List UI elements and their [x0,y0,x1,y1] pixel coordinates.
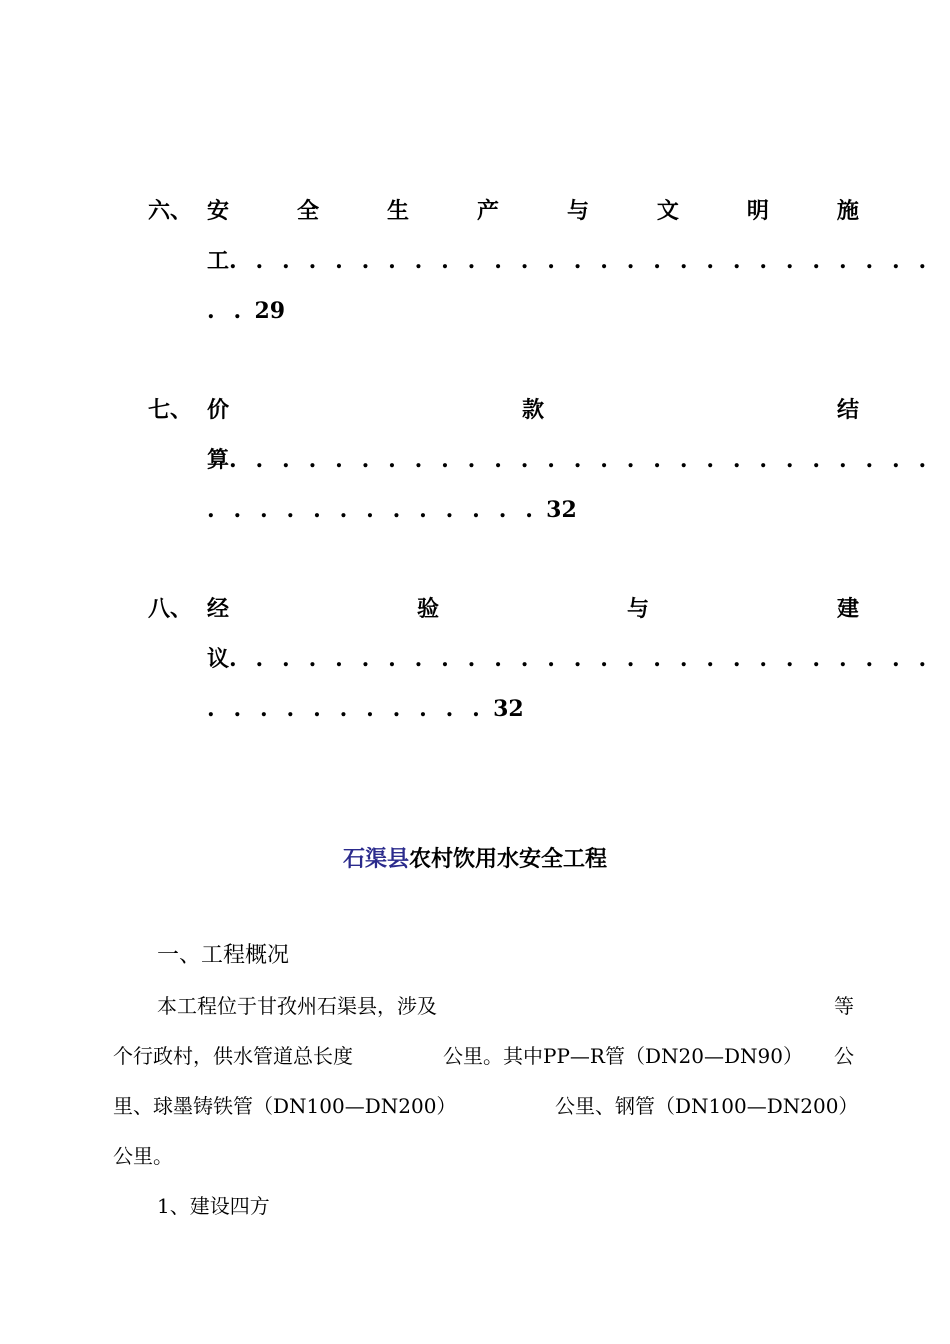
toc-title-char: 验 [416,596,439,622]
heading-text: 农村饮用水安全工程 [409,847,608,872]
paragraph-line: 个行政村，供水管道总长度 [113,1044,353,1068]
paragraph-line: 公 [834,1044,854,1068]
paragraph-line: 公里。其中PP—R管（DN20—DN90） [443,1044,803,1068]
toc-dot-leader: . . [207,298,247,324]
toc-dot-leader: . . . . . . . . . . . . . [207,497,539,523]
toc-page-number: 32 [546,497,577,523]
toc-title-char: 议 [207,646,230,672]
toc-title [207,196,859,226]
paragraph-line: 公里。 [113,1144,173,1168]
toc-dot-leader: . . . . . . . . . . . . . . . . . . . . . . . . . . . [229,447,932,473]
heading-highlight: 石渠县 [342,847,409,872]
toc-title-char: 明 [746,198,769,224]
toc-dot-leader: . . . . . . . . . . . [207,696,486,722]
toc-number: 六、 [148,198,193,224]
toc-number: 七、 [148,397,193,423]
toc-leader-line [207,445,932,475]
toc-title-char: 款 [521,397,544,423]
paragraph-line: 本工程位于甘孜州石渠县，涉及 [157,994,437,1018]
toc-title-char: 经 [207,596,230,622]
paragraph-line: 等 [834,994,854,1018]
section-title: 一、工程概况 [157,943,290,968]
toc-leader-line [207,296,285,326]
toc-title-char: 安 [207,198,230,224]
toc-title-char: 价 [207,397,230,423]
document-heading [0,842,950,873]
toc-title-char: 产 [476,198,499,224]
toc-title-char: 生 [386,198,409,224]
toc-dot-leader: . . . . . . . . . . . . . . . . . . . . . . . . . . . [229,248,932,274]
toc-dot-leader: . . . . . . . . . . . . . . . . . . . . . . . . . . . [229,646,932,672]
subsection-title: 1、建设四方 [157,1194,270,1218]
paragraph-line: 里、球墨铸铁管（DN100—DN200） [113,1094,457,1118]
toc-title-char: 与 [566,198,589,224]
toc-page-number: 29 [254,298,286,324]
toc-leader-line [207,644,932,674]
toc-title [207,395,859,425]
paragraph-line: 公里、钢管（DN100—DN200） [555,1094,859,1118]
toc-title-char: 算 [207,447,230,473]
toc-page-number: 32 [493,696,524,722]
toc-title-char: 文 [656,198,679,224]
toc-title-char: 工 [207,248,230,274]
toc-title-char: 建 [836,596,859,622]
toc-title-char: 全 [296,198,319,224]
toc-leader-line [207,246,932,276]
toc-title-char: 与 [626,596,649,622]
toc-title [207,594,859,624]
toc-leader-line [207,495,577,525]
toc-title-char: 施 [836,198,859,224]
toc-title-char: 结 [836,397,859,423]
toc-leader-line [207,694,524,724]
toc-number: 八、 [148,596,193,622]
